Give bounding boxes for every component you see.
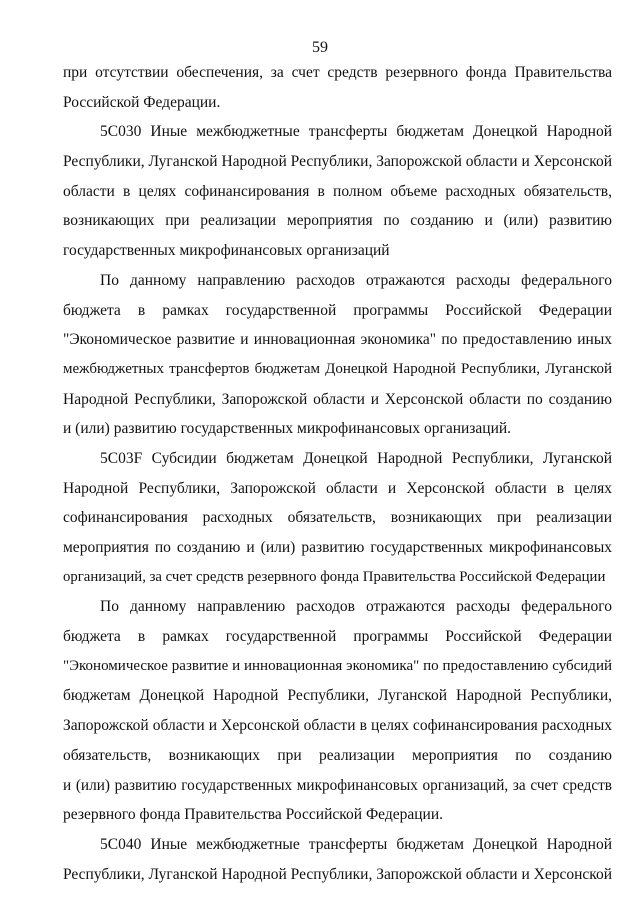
text-line: Запорожской области и Херсонской области в целях софинансирования расходных (63, 717, 612, 735)
text-line: и (или) развитию государственных микрофинансовых организаций. (63, 420, 512, 438)
text-line: возникающих при реализации мероприятия по созданию и (или) развитию (63, 212, 612, 230)
text-line: Народной Республики, Запорожской области и Херсонской области в целях (63, 479, 612, 497)
text-line: при отсутствии обеспечения, за счет средств резервного фонда Правительства (63, 64, 612, 81)
text-line: По данному направлению расходов отражаются расходы федерального (100, 271, 612, 289)
text-line: мероприятия по созданию и (или) развитию государственных микрофинансовых (63, 539, 612, 556)
text-line: бюджета в рамках государственной программы Российской Федерации (63, 301, 612, 319)
text-line: Республики, Луганской Народной Республики, Запорожской области и Херсонской (63, 865, 613, 883)
text-line: 5С03F Субсидии бюджетам Донецкой Народной Республики, Луганской (100, 449, 612, 467)
text-line: Российской Федерации. (63, 93, 221, 111)
text-line: резервного фонда Правительства Российской Федерации. (63, 806, 444, 824)
page-number: 59 (312, 39, 328, 56)
text-line: бюджетам Донецкой Народной Республики, Луганской Народной Республики, (63, 687, 612, 705)
text-line: Народной Республики, Запорожской области и Херсонской области по созданию (63, 390, 612, 408)
text-line: обязательств, возникающих при реализации мероприятия по созданию (63, 746, 612, 764)
text-line: организаций, за счет средств резервного фонда Правительства Российской Федерации (63, 568, 606, 585)
text-line: межбюджетных трансфертов бюджетам Донецкой Народной Республики, Луганской (63, 360, 612, 377)
document-body (63, 58, 612, 889)
text-line: По данному направлению расходов отражаются расходы федерального (100, 598, 612, 616)
text-line: "Экономическое развитие и инновационная экономика" по предоставлению субсидий (63, 657, 612, 674)
text-line: софинансирования расходных обязательств, возникающих при реализации (63, 509, 612, 527)
text-line: бюджета в рамках государственной программы Российской Федерации (63, 628, 612, 646)
text-line: "Экономическое развитие и инновационная экономика" по предоставлению иных (63, 331, 612, 349)
text-line: Республики, Луганской Народной Республики, Запорожской области и Херсонской (63, 153, 613, 171)
text-line: 5С030 Иные межбюджетные трансферты бюджетам Донецкой Народной (100, 123, 612, 141)
text-line: области в целях софинансирования в полном объеме расходных обязательств, (63, 182, 612, 200)
text-line: и (или) развитию государственных микрофинансовых организаций, за счет средств (63, 776, 612, 794)
text-line: 5С040 Иные межбюджетные трансферты бюджетам Донецкой Народной (100, 835, 612, 853)
text-line: государственных микрофинансовых организаций (63, 242, 390, 260)
